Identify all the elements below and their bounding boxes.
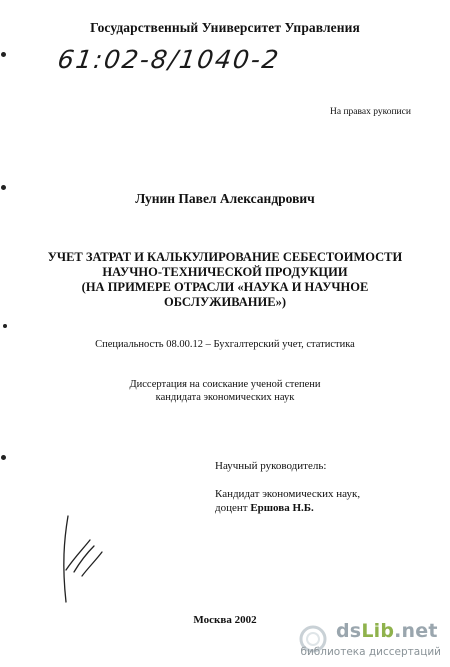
dslib-subtitle: библиотека диссертаций xyxy=(300,646,441,658)
degree-line: кандидата экономических наук xyxy=(155,392,295,403)
logo-prefix: ds xyxy=(336,620,362,642)
university-name: Государственный Университет Управления xyxy=(90,20,360,35)
title-line: (НА ПРИМЕРЕ ОТРАСЛИ «НАУКА И НАУЧНОЕ xyxy=(81,280,369,294)
title-line: НАУЧНО-ТЕХНИЧЕСКОЙ ПРОДУКЦИИ xyxy=(102,265,348,279)
dslib-watermark xyxy=(298,620,443,662)
title-line: ОБСЛУЖИВАНИЕ») xyxy=(164,295,286,309)
supervisor-position-line xyxy=(215,501,360,515)
supervisor-label: Научный руководитель: xyxy=(215,460,327,472)
degree-line: Диссертация на соискание ученой степени xyxy=(129,379,321,390)
rights-note: На правах рукописи xyxy=(330,107,411,117)
supervisor-name: Ершова Н.Б. xyxy=(250,502,314,514)
dslib-logo-text xyxy=(336,620,438,642)
supervisor-position: доцент xyxy=(215,502,248,514)
binding-hole-mark xyxy=(1,455,6,460)
specialty-line: Специальность 08.00.12 – Бухгалтерский учет, статистика xyxy=(95,339,355,350)
supervisor-details xyxy=(215,487,360,515)
dissertation-title xyxy=(20,250,430,310)
handwritten-catalog-code: 61:02-8/1040-2 xyxy=(55,45,282,74)
author-name: Лунин Павел Александрович xyxy=(135,191,315,206)
logo-suffix: .net xyxy=(394,620,438,642)
binding-hole-mark xyxy=(3,324,7,328)
city-year: Москва 2002 xyxy=(193,614,257,626)
signature-mark xyxy=(46,510,116,610)
logo-mid: Lib xyxy=(361,620,395,642)
title-line: УЧЕТ ЗАТРАТ И КАЛЬКУЛИРОВАНИЕ СЕБЕСТОИМОСТИ xyxy=(47,250,403,264)
binding-hole-mark xyxy=(1,185,6,190)
binding-hole-mark xyxy=(1,52,6,57)
supervisor-degree: Кандидат экономических наук, xyxy=(215,488,361,500)
degree-statement xyxy=(0,378,450,404)
